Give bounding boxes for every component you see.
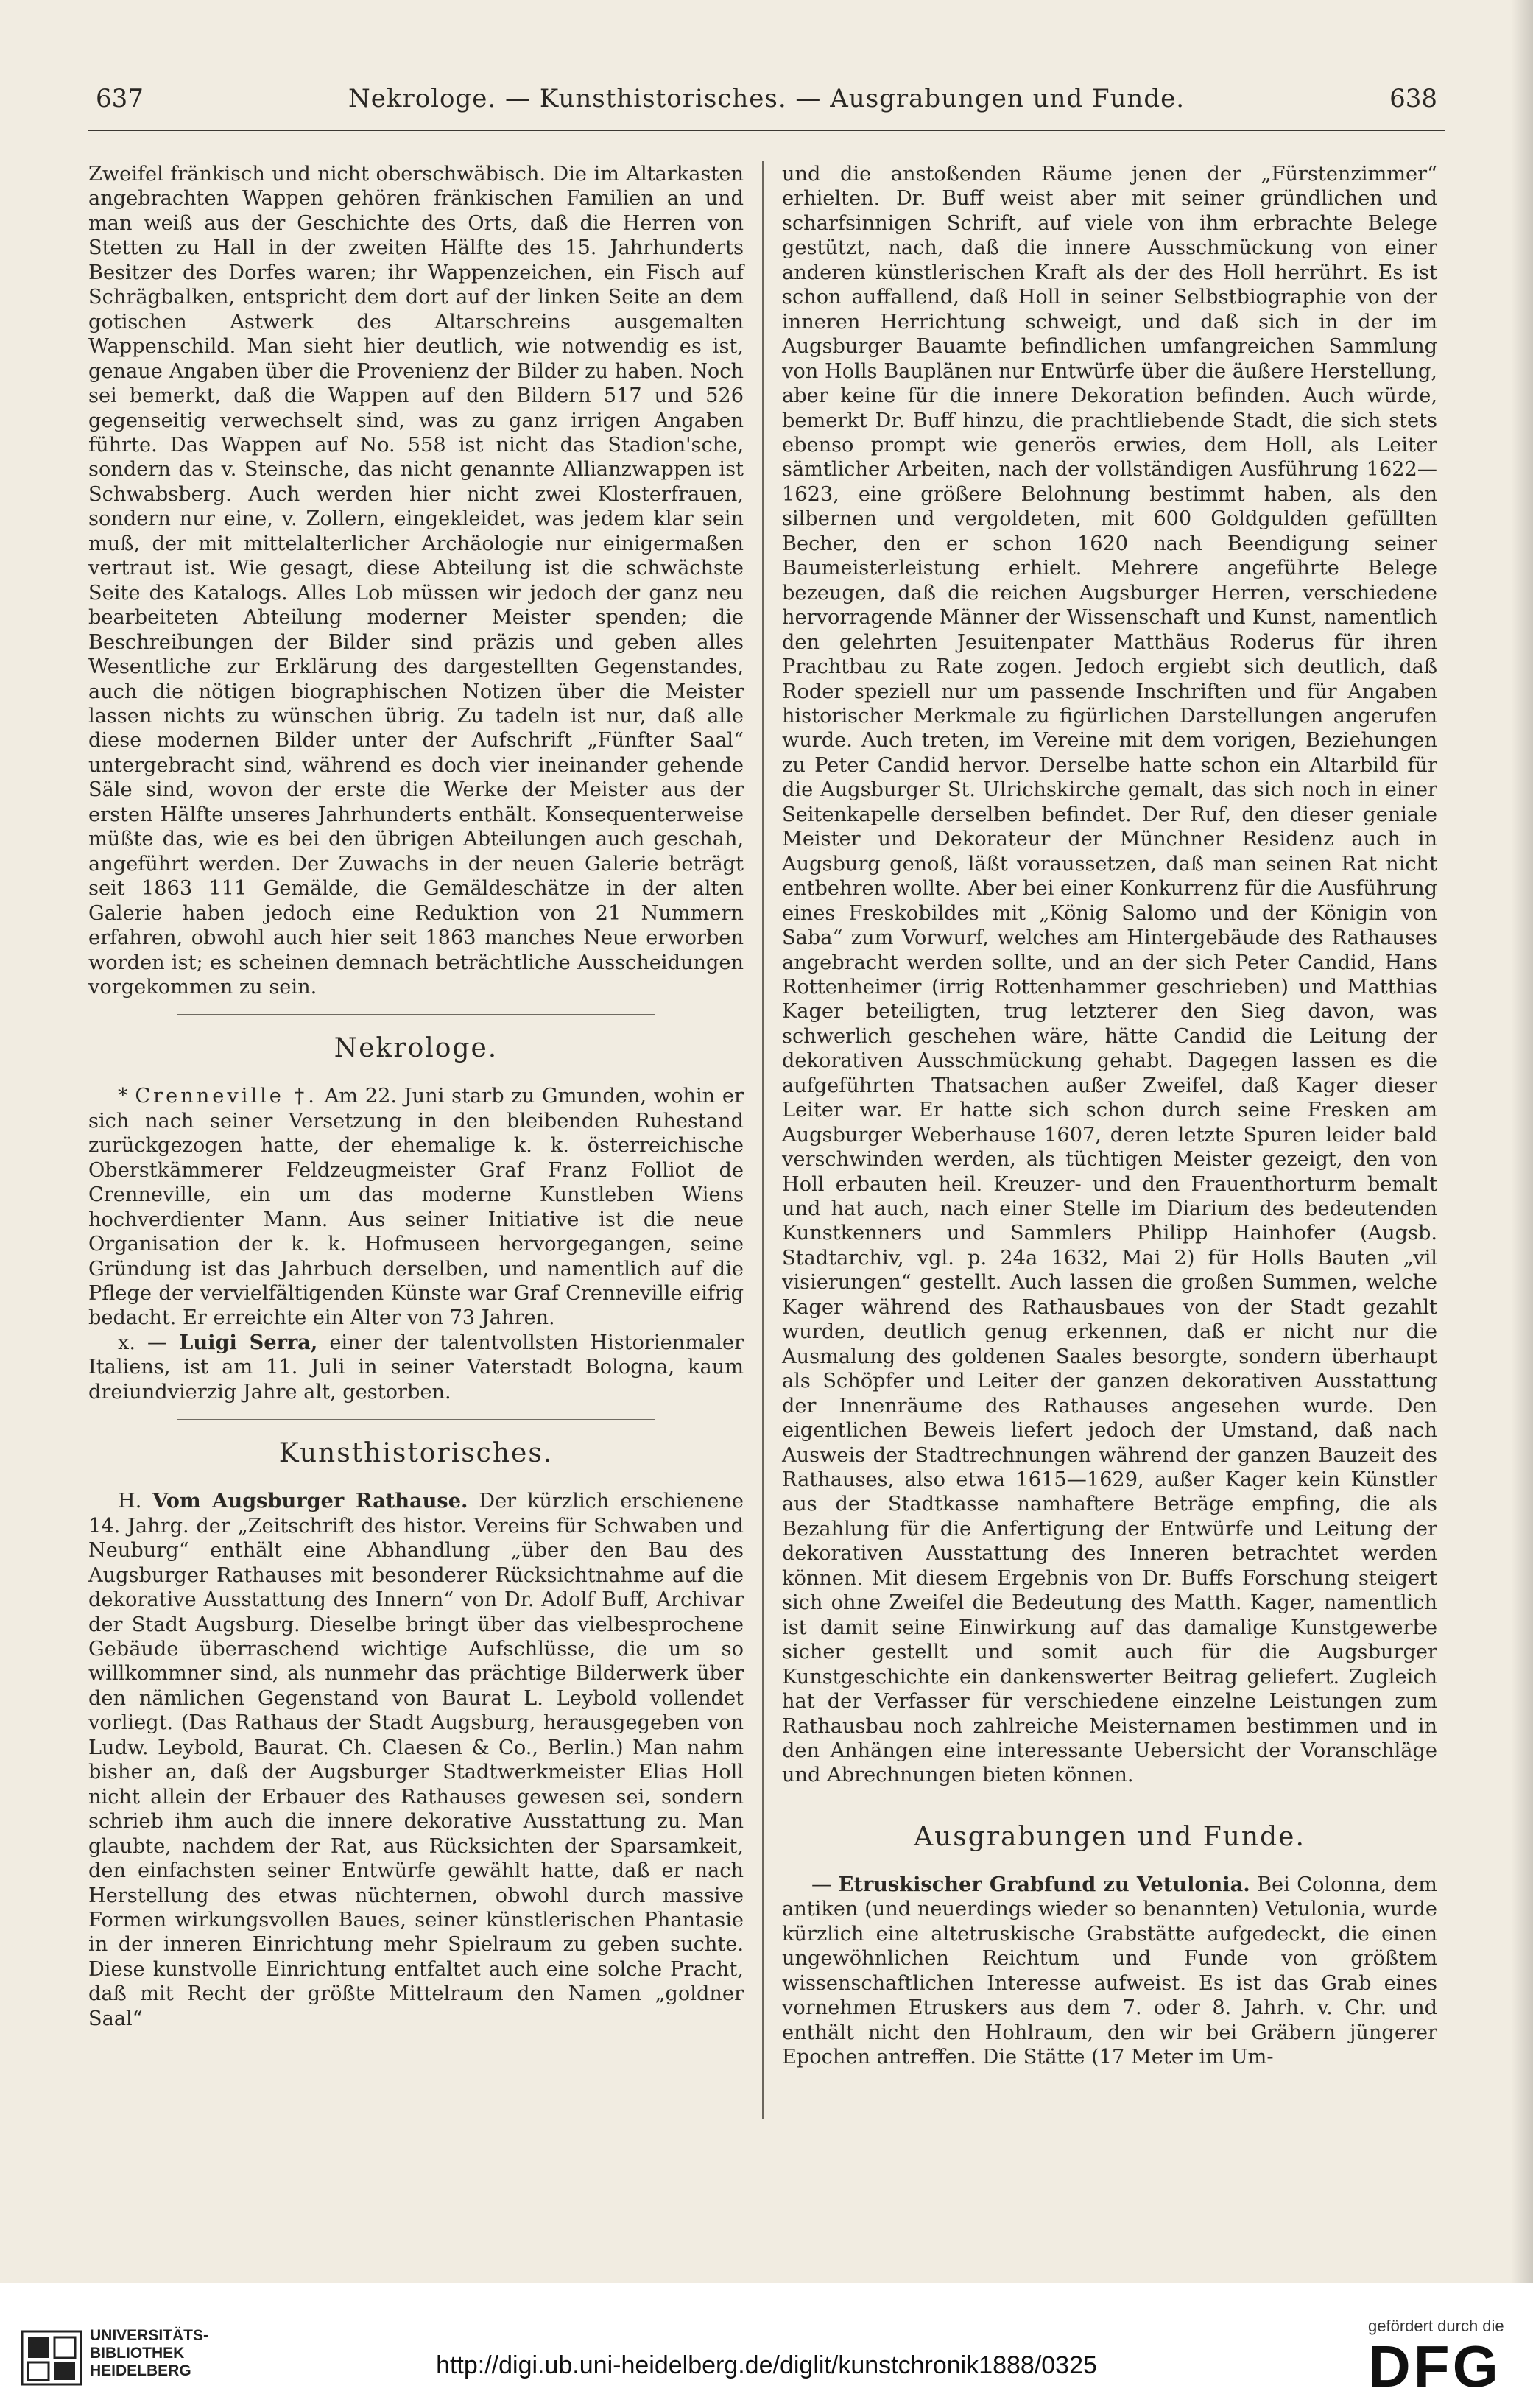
section-title-kunsthistorisches: Kunsthistorisches. (278, 1438, 554, 1469)
dfg-logo: DFG (1368, 2334, 1501, 2399)
section-divider (177, 1014, 655, 1015)
article-prefix: — (811, 1873, 832, 1896)
library-line: HEIDELBERG (90, 2362, 191, 2379)
article-text: Bei Colonna, dem antiken (und neuerdings wieder so benannten) Vetulonia, wurde kürzlich eine altetruskische Grabstätte aufgedeckt, die einen ungewöhnlichen Reichtum und Funde von größtem wissenschaftlichen Interesse aufweist. Es ist das Grab eines vornehmen Etruskers aus dem 7. oder 8. Jahrh. v. Chr. und enthält nicht den Hohlraum, den wir bei Gräbern jüngerer Epochen antreffen. Die Stätte (17 Meter im Um- (782, 1873, 1437, 2069)
section-title-nekrologe: Nekrologe. (334, 1033, 498, 1064)
column-divider (762, 161, 764, 2119)
obituary-text: Am 22. Juni starb zu Gmunden, wohin er sich nach seiner Versetzung in den bleibenden Ruhestand zurückgezogen hatte, der ehemalige k. k. österreichische Oberstkämmerer Feldzeugmeister Graf Franz Folliot de Crenneville, ein um das moderne Kunstleben Wiens hochverdienter Mann. Aus seiner Initiative ist die neue Organisation der k. k. Hofmuseen hervorgegangen, seine Gründung ist das Jahrbuch derselben, und namentlich auf die Pflege der vervielfältigenden Künste war Graf Crenneville eifrig bedacht. Er erreichte ein Alter von 73 Jahren. (88, 1085, 744, 1330)
article-heading: Etruskischer Grabfund zu Vetulonia. (838, 1872, 1250, 1896)
header-rule (88, 130, 1445, 131)
page-number-left: 637 (96, 84, 144, 113)
page-edge-shadow (1511, 0, 1533, 2283)
library-line: UNIVERSITÄTS- (90, 2327, 209, 2344)
viewer-footer (0, 2283, 1533, 2408)
obituary-crenneville: * Crenneville †. Am 22. Juni starb zu Gmunden, wohin er sich nach seiner Versetzung in den bleibenden Ruhestand zurückgezogen hatte, der ehemalige k. k. österreichische Oberstkämmerer Feldzeugmeister Graf Franz Folliot de Crenneville, ein um das moderne Kunstleben Wiens hochverdienter Mann. Aus seiner Initiative ist die neue Organisation der k. k. Hofmuseen hervorgegangen, seine Gründung ist das Jahrbuch derselben, und namentlich auf die Pflege der vervielfältigenden Künste war Graf Crenneville eifrig bedacht. Er erreichte ein Alter von 73 Jahren. (88, 1085, 744, 1330)
obituary-name: Luigi Serra, (179, 1330, 318, 1354)
article-heading: Vom Augsburger Rathause. (152, 1489, 468, 1513)
running-title: Nekrologe. — Kunsthistorisches. — Ausgrabungen und Funde. (348, 84, 1185, 113)
page-number-right: 638 (1389, 84, 1437, 113)
article-augsburg-rathaus (88, 1489, 744, 2031)
paragraph-catalog-review: Zweifel fränkisch und nicht oberschwäbisch. Die im Altarkasten angebrachten Wappen gehören fränkischen Familien an und man weiß aus der Geschichte des Orts, daß die Herren von Stetten zu Hall in der zweiten Hälfte des 15. Jahrhunderts Besitzer des Dorfes waren; ihr Wappenzeichen, ein Fisch auf Schrägbalken, entspricht dem dort auf der linken Seite an dem gotischen Astwerk des Altarschreins ausgemalten Wappenschild. Man sieht hier deutlich, wie notwendig es ist, genaue Angaben über die Provenienz der Bilder zu haben. Noch sei bemerkt, daß die Wappen auf den Bildern 517 und 526 gegenseitig verwechselt sind, was zu ganz irrigen Angaben führte. Das Wappen auf No. 558 ist nicht das Stadion'sche, sondern das v. Steinsche, das nicht genannte Allianzwappen ist Schwabsberg. Auch werden hier nicht zwei Klosterfrauen, sondern nur eine, v. Zollern, eingekleidet, was jedem klar sein muß, der mit mittelalterlicher Archäologie nur einigermaßen vertraut ist. Wie gesagt, diese Abteilung ist die schwächste Seite des Katalogs. Alles Lob müssen wir jedoch der ganz neu bearbeiteten Abteilung moderner Meister spenden; die Beschreibungen der Bilder sind präzis und geben alles Wesentliche zur Erklärung des dargestellten Gegenstandes, auch die nötigen biographischen Notizen über die Meister lassen nichts zu wünschen übrig. Zu tadeln ist nur, daß alle diese modernen Bilder unter der Aufschrift „Fünfter Saal“ untergebracht sind, während es doch vier ineinander gehende Säle sind, wovon der erste die Werke der Meister aus der ersten Hälfte unseres Jahrhunderts enthält. Konsequenterweise müßte das, wie es bei den übrigen Abteilungen auch geschah, angeführt werden. Der Zuwachs in der neuen Galerie beträgt seit 1863 111 Gemälde, die Gemäldeschätze in der alten Galerie haben jedoch eine Reduktion von 21 Nummern erfahren, obwohl auch hier seit 1863 manches Neue erworben worden ist; es scheinen demnach beträchtliche Ausscheidungen vorgekommen zu sein. (88, 163, 744, 999)
section-title-ausgrabungen: Ausgrabungen und Funde. (914, 1821, 1305, 1852)
obituary-prefix: x. — (118, 1331, 168, 1354)
page-header (88, 80, 1445, 124)
library-line: BIBLIOTHEK (90, 2345, 185, 2362)
sponsor-label: gefördert durch die (1368, 2317, 1504, 2335)
article-vetulonia (782, 1873, 1437, 2070)
article-text: Der kürzlich erschienene 14. Jahrg. der „Zeitschrift des histor. Vereins für Schwaben und Neuburg“ enthält eine Abhandlung „über den Bau des Augsburger Rathauses mit besonderer Rücksichtnahme auf die dekorative Ausstattung des Innern“ von Dr. Adolf Buff, Archivar der Stadt Augsburg. Dieselbe bringt über das vielbesprochene Gebäude überraschend wichtige Aufschlüsse, die um so willkommner sind, als nunmehr das prächtige Bilderwerk über den nämlichen Gegenstand von Baurat L. Leybold vollendet vorliegt. (Das Rathaus der Stadt Augsburg, herausgegeben von Ludw. Leybold, Baurat. Ch. Claesen & Co., Berlin.) Man nahm bisher an, daß der Augsburger Stadtwerkmeister Elias Holl nicht allein der Erbauer des Rathauses gewesen sei, sondern schrieb ihm auch die innere dekorative Ausstattung zu. Man glaubte, nachdem der Rat, aus Rücksichten der Sparsamkeit, den einfachsten seiner Entwürfe gewählt hatte, daß er nach Herstellung des etwas nüchternen, obwohl durch massive Formen wirkungsvollen Baues, seiner künstlerischen Phantasie in der inneren Einrichtung mehr Spielraum zu geben suchte. Diese kunstvolle Einrichtung entfaltet auch eine solche Pracht, daß mit Recht der größte Mittelraum den Namen „goldner Saal“ (88, 1490, 744, 2030)
obituary-name: Crenneville †. (135, 1085, 317, 1108)
paragraph-rathaus-continued: und die anstoßenden Räume jenen der „Fürstenzimmer“ erhielten. Dr. Buff weist aber mit seiner gründlichen und scharfsinnigen Schrift, auf viele von ihm erbrachte Belege gestützt, nach, daß die innere Ausschmückung von einer anderen künstlerischen Kraft als der des Holl herrührt. Es ist schon auffallend, daß Holl in seiner Selbstbiographie von der inneren Herrichtung schweigt, und daß sich in der im Augsburger Bauamte befindlichen umfangreichen Sammlung von Holls Bauplänen nur Entwürfe über die äußere Herstellung, aber keine für die innere Dekoration befinden. Auch würde, bemerkt Dr. Buff hinzu, die prachtliebende Stadt, die sich stets ebenso prompt wie generös erwies, dem Holl, als Leiter sämtlicher Arbeiten, nach der vollständigen Ausführung 1622—1623, eine größere Belohnung bestimmt haben, als den silbernen und vergoldeten, mit 600 Goldgulden gefüllten Becher, den er schon 1620 nach Beendigung seiner Baumeisterleistung erhielt. Mehrere angeführte Belege bezeugen, daß die reichen Augsburger Herren, verschiedene hervorragende Männer der Wissenschaft und Kunst, namentlich den gelehrten Jesuitenpater Matthäus Roderus für ihren Prachtbau zu Rate zogen. Jedoch ergiebt sich deutlich, daß Roder speziell nur um passende Inschriften und für Angaben historischer Merkmale zu figürlichen Darstellungen angerufen wurde. Auch treten, im Vereine mit dem vorigen, Beziehungen zu Peter Candid hervor. Derselbe hatte schon ein Altarbild für die Augsburger St. Ulrichskirche gemalt, das sich noch in einer Seitenkapelle derselben befindet. Der Ruf, den dieser geniale Meister und Dekorateur der Münchner Residenz auch in Augsburg genoß, läßt voraussetzen, daß man seinen Rat nicht entbehren wollte. Aber bei einer Konkurrenz für die Ausführung eines Freskobildes mit „König Salomo und der Königin von Saba“ zum Vorwurf, welches am Hintergebäude des Rathauses angebracht werden sollte, und an der sich Peter Candid, Hans Rottenheimer (irrig Rottenhammer geschrieben) und Matthias Kager beteiligten, trug letzterer den Sieg davon, was schwerlich geschehen wäre, hätte Candid die Leitung der dekorativen Ausschmückung gehabt. Dagegen lassen es die aufgeführten Thatsachen außer Zweifel, daß Kager dieser Leiter war. Er hatte sich schon durch seine Fresken am Augsburger Weberhause 1607, deren letzte Spuren leider bald verschwinden werden, als tüchtigen Meister gezeigt, den von Holl erbauten heil. Kreuzer- und den Frauenthorturm bemalt und hat auch, nach einer Stelle im Diarium des bedeutenden Kunstkenners und Sammlers Philipp Hainhofer (Augsb. Stadtarchiv, vgl. p. 24a 1632, Mai 2) für Holls Bauten „vil visierungen“ gestellt. Auch lassen die großen Summen, welche Kager während des Rathausbaues von der Stadt gezahlt wurden, deutlich genug erkennen, daß er nicht nur die Ausmalung des goldenen Saales besorgte, sondern überhaupt als Schöpfer und Leiter der ganzen dekorativen Ausstattung der Innenräume des Rathauses angesehen wurde. Den eigentlichen Beweis liefert jedoch der Umstand, daß nach Ausweis der Stadtrechnungen während der ganzen Bauzeit des Rathauses, also etwa 1615—1629, außer Kager kein Künstler aus der Stadtkasse namhaftere Beträge empfing, die als Bezahlung für die Anfertigung der Entwürfe und Leitung der dekorativen Ausstattung des Inneren betrachtet werden können. Mit diesem Ergebnis von Dr. Buffs Forschung steigert sich ohne Zweifel die Bedeutung des Matth. Kager, namentlich ist damit seine Einwirkung auf das damalige Kunstgewerbe sicher gestellt und somit auch für die Augsburger Kunstgeschichte ein dankenswerter Beitrag geliefert. Zugleich hat der Verfasser für verschiedene einzelne Leistungen zum Rathausbau noch zahlreiche Meisternamen bestimmen und in den Anhängen eine interessante Uebersicht der Voranschläge und Abrechnungen bieten können. (782, 163, 1437, 1787)
source-url-link[interactable]: http://digi.ub.uni-heidelberg.de/diglit/kunstchronik1888/0325 (436, 2351, 1097, 2379)
obituary-serra (88, 1331, 744, 1404)
obituary-text: einer der talentvollsten Historienmaler Italiens, ist am 11. Juli in seiner Vaterstadt Bologna, kaum dreiundvierzig Jahre alt, gestorben. (88, 1331, 744, 1404)
section-divider (177, 1419, 655, 1420)
right-column (782, 162, 1437, 2070)
article-prefix: H. (118, 1490, 142, 1513)
left-column (88, 162, 744, 2031)
